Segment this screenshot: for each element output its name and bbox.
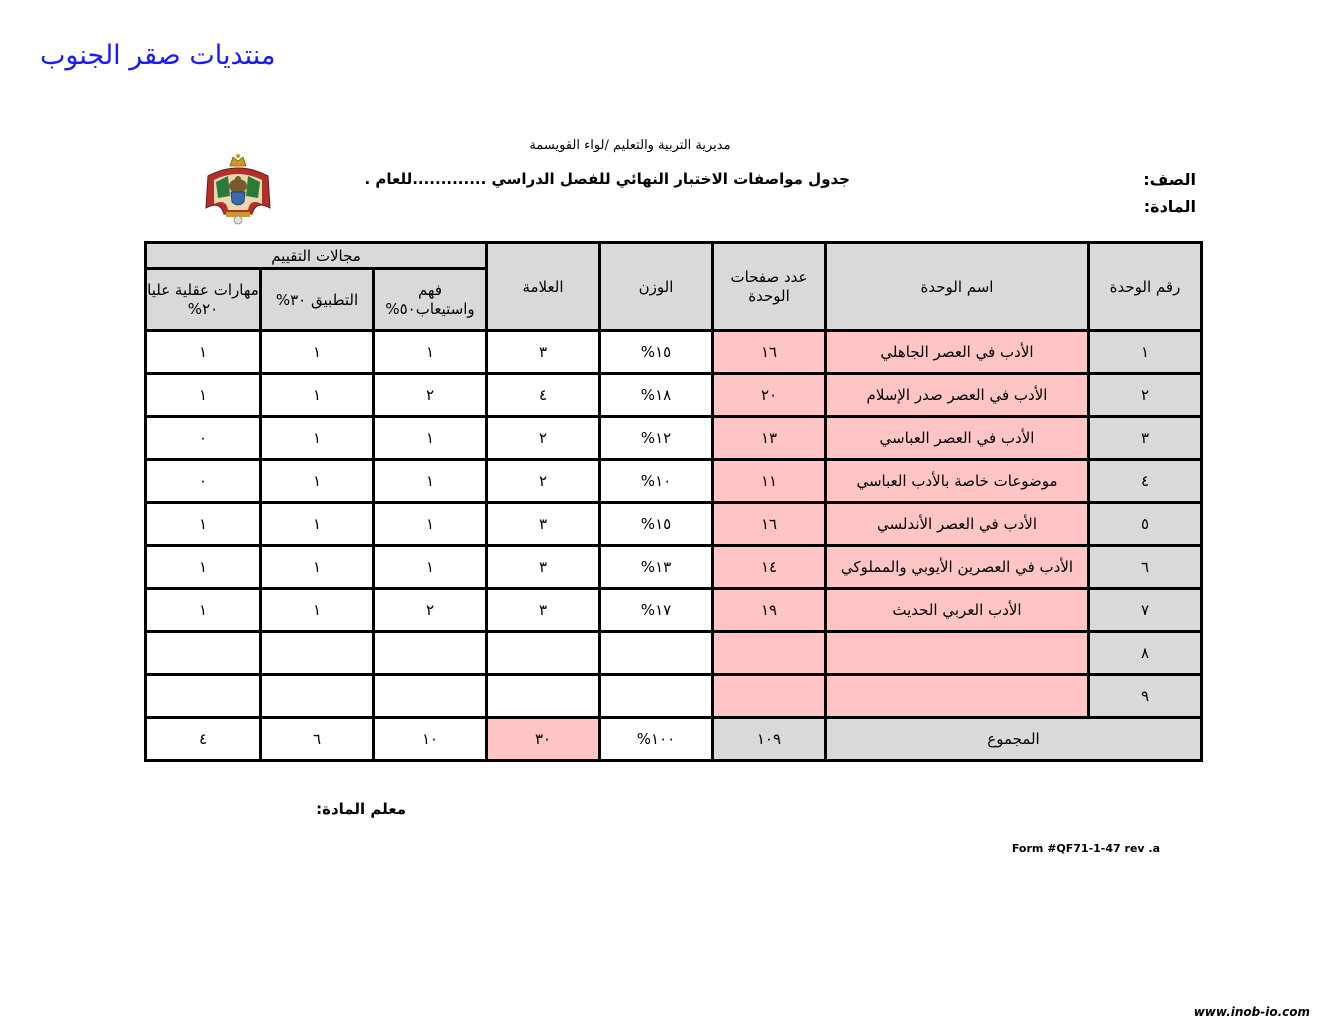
cell-comprehension: ١ — [374, 460, 487, 503]
header-mark: العلامة — [487, 243, 600, 331]
teacher-label: معلم المادة: — [316, 800, 406, 818]
header-higher-skills: مهارات عقلية عليا ٢٠% — [146, 269, 261, 331]
cell-pages: ٢٠ — [713, 374, 826, 417]
subject-label: المادة: — [1143, 197, 1196, 216]
cell-weight: ١٥% — [600, 331, 713, 374]
cell-pages — [713, 675, 826, 718]
cell-comprehension: ٢ — [374, 589, 487, 632]
total-higher-skills: ٤ — [146, 718, 261, 761]
cell-application: ١ — [261, 460, 374, 503]
cell-pages: ١١ — [713, 460, 826, 503]
cell-application: ١ — [261, 331, 374, 374]
cell-comprehension: ١ — [374, 546, 487, 589]
cell-unit-name: الأدب في العصر صدر الإسلام — [826, 374, 1089, 417]
table-row — [146, 546, 1202, 589]
cell-mark: ٣ — [487, 589, 600, 632]
header-weight: الوزن — [600, 243, 713, 331]
cell-unit-number: ٩ — [1089, 675, 1202, 718]
cell-unit-name: الأدب في العصر الجاهلي — [826, 331, 1089, 374]
directorate-line: مديرية التربية والتعليم /لواء القويسمة — [529, 138, 731, 153]
cell-weight — [600, 632, 713, 675]
cell-mark: ٤ — [487, 374, 600, 417]
table-row — [146, 589, 1202, 632]
total-pages: ١٠٩ — [713, 718, 826, 761]
total-mark: ٣٠ — [487, 718, 600, 761]
table-row — [146, 675, 1202, 718]
cell-mark: ٣ — [487, 331, 600, 374]
table-row — [146, 374, 1202, 417]
total-row — [146, 718, 1202, 761]
site-title: منتديات صقر الجنوب — [40, 40, 276, 71]
cell-higher-skills: ٠ — [146, 417, 261, 460]
cell-unit-number: ١ — [1089, 331, 1202, 374]
cell-weight — [600, 675, 713, 718]
cell-unit-number: ٢ — [1089, 374, 1202, 417]
cell-application: ١ — [261, 374, 374, 417]
cell-comprehension — [374, 675, 487, 718]
cell-mark: ٣ — [487, 546, 600, 589]
header-unit-name: اسم الوحدة — [826, 243, 1089, 331]
cell-unit-name: الأدب في العصرين الأيوبي والمملوكي — [826, 546, 1089, 589]
cell-weight: ١٧% — [600, 589, 713, 632]
cell-application: ١ — [261, 589, 374, 632]
cell-pages: ١٣ — [713, 417, 826, 460]
cell-higher-skills — [146, 675, 261, 718]
form-code: Form #QF71-1-47 rev .a — [1011, 842, 1160, 855]
cell-mark: ٣ — [487, 503, 600, 546]
cell-higher-skills: ٠ — [146, 460, 261, 503]
cell-weight: ١٨% — [600, 374, 713, 417]
cell-unit-number: ٣ — [1089, 417, 1202, 460]
cell-application — [261, 675, 374, 718]
cell-weight: ١٣% — [600, 546, 713, 589]
cell-weight: ١٢% — [600, 417, 713, 460]
cell-unit-name — [826, 632, 1089, 675]
class-label: الصف: — [1143, 170, 1196, 189]
cell-mark: ٢ — [487, 460, 600, 503]
cell-higher-skills: ١ — [146, 374, 261, 417]
table-row — [146, 503, 1202, 546]
table-row — [146, 632, 1202, 675]
cell-application — [261, 632, 374, 675]
cell-pages — [713, 632, 826, 675]
cell-unit-number: ٨ — [1089, 632, 1202, 675]
cell-application: ١ — [261, 546, 374, 589]
cell-unit-number: ٤ — [1089, 460, 1202, 503]
cell-unit-name: الأدب في العصر العباسي — [826, 417, 1089, 460]
table-row — [146, 417, 1202, 460]
form-title: جدول مواصفات الاختبار النهائي للفصل الدراسي .............للعام . — [364, 170, 850, 188]
cell-pages: ١٩ — [713, 589, 826, 632]
cell-mark — [487, 632, 600, 675]
table-row — [146, 331, 1202, 374]
cell-unit-number: ٦ — [1089, 546, 1202, 589]
cell-higher-skills: ١ — [146, 331, 261, 374]
cell-pages: ١٦ — [713, 331, 826, 374]
cell-comprehension: ٢ — [374, 374, 487, 417]
header-unit-number: رقم الوحدة — [1089, 243, 1202, 331]
cell-higher-skills: ١ — [146, 503, 261, 546]
cell-weight: ١٠% — [600, 460, 713, 503]
total-weight: ١٠٠% — [600, 718, 713, 761]
cell-weight: ١٥% — [600, 503, 713, 546]
total-application: ٦ — [261, 718, 374, 761]
total-comprehension: ١٠ — [374, 718, 487, 761]
cell-application: ١ — [261, 503, 374, 546]
jordan-coat-of-arms-icon — [200, 152, 276, 226]
cell-higher-skills — [146, 632, 261, 675]
header-assessment-domains: مجالات التقييم — [146, 243, 487, 269]
header-comprehension: فهم واستيعاب٥٠% — [374, 269, 487, 331]
table-row — [146, 460, 1202, 503]
total-label: المجموع — [826, 718, 1202, 761]
cell-pages: ١٤ — [713, 546, 826, 589]
cell-unit-name: موضوعات خاصة بالأدب العباسي — [826, 460, 1089, 503]
watermark: www.inob-io.com — [1193, 1005, 1310, 1019]
cell-higher-skills: ١ — [146, 546, 261, 589]
cell-unit-number: ٥ — [1089, 503, 1202, 546]
cell-pages: ١٦ — [713, 503, 826, 546]
cell-comprehension: ١ — [374, 331, 487, 374]
cell-comprehension: ١ — [374, 417, 487, 460]
cell-higher-skills: ١ — [146, 589, 261, 632]
cell-unit-name: الأدب العربي الحديث — [826, 589, 1089, 632]
cell-unit-name — [826, 675, 1089, 718]
cell-comprehension: ١ — [374, 503, 487, 546]
header-application: التطبيق ٣٠% — [261, 269, 374, 331]
cell-comprehension — [374, 632, 487, 675]
header-pages: عدد صفحات الوحدة — [713, 243, 826, 331]
cell-unit-number: ٧ — [1089, 589, 1202, 632]
cell-unit-name: الأدب في العصر الأندلسي — [826, 503, 1089, 546]
specification-table — [144, 241, 1203, 762]
cell-application: ١ — [261, 417, 374, 460]
cell-mark — [487, 675, 600, 718]
cell-mark: ٢ — [487, 417, 600, 460]
